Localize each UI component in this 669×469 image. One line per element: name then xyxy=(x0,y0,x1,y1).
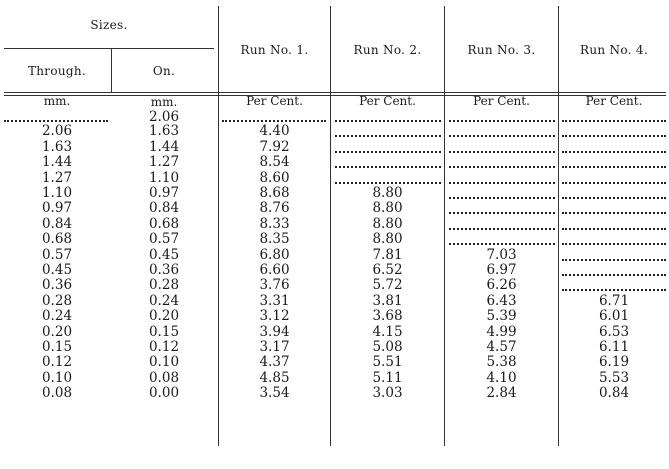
empty-cell-leader xyxy=(449,120,555,122)
table-cell: 0.20 xyxy=(41,323,73,340)
table-cell: 3.54 xyxy=(259,385,290,402)
table-cell: 0.68 xyxy=(148,215,180,232)
table-cell: 0.97 xyxy=(148,185,180,201)
table-cell: 2.84 xyxy=(486,385,517,402)
table-cell: 5.51 xyxy=(372,354,403,371)
run-4-header: Run No. 4. xyxy=(580,43,648,57)
table-cell: 8.80 xyxy=(372,185,403,201)
table-cell: 3.81 xyxy=(372,292,403,309)
table-cell: 4.40 xyxy=(259,123,290,140)
empty-cell-leader xyxy=(562,135,666,137)
empty-cell-leader xyxy=(562,259,666,261)
through-column-header: Through. xyxy=(27,64,87,78)
table-cell: 7.92 xyxy=(259,138,290,155)
table-cell: 0.36 xyxy=(148,262,180,278)
empty-cell-leader xyxy=(562,120,666,122)
empty-cell-leader xyxy=(449,166,555,168)
run-1-header: Run No. 1. xyxy=(240,43,309,57)
table-cell: 3.31 xyxy=(259,292,290,309)
table-cell: 6.43 xyxy=(486,292,517,309)
table-cell: 0.15 xyxy=(41,339,73,355)
empty-cell-leader xyxy=(449,182,555,184)
unit-label: mm. xyxy=(150,95,178,109)
table-cell: 0.24 xyxy=(148,292,180,309)
table-cell: 1.44 xyxy=(148,138,180,155)
table-cell: 0.15 xyxy=(148,323,180,340)
empty-cell-leader xyxy=(562,151,666,153)
empty-cell-leader xyxy=(449,135,555,137)
empty-cell-leader xyxy=(562,182,666,184)
empty-cell-leader xyxy=(562,197,666,199)
empty-cell-leader xyxy=(562,228,666,230)
table-cell: 5.38 xyxy=(486,354,517,371)
table-cell: 8.54 xyxy=(259,154,290,171)
table-cell: 2.06 xyxy=(148,109,180,125)
table-cell: 6.71 xyxy=(598,292,630,309)
table-cell: 6.97 xyxy=(486,262,517,278)
table-cell: 2.06 xyxy=(41,123,73,140)
table-cell: 3.17 xyxy=(259,339,290,355)
table-cell: 0.97 xyxy=(41,200,73,217)
empty-cell-leader xyxy=(335,135,441,137)
table-cell: 7.03 xyxy=(486,246,517,263)
table-cell: 5.72 xyxy=(372,277,403,294)
unit-label: Per Cent. xyxy=(473,94,530,108)
empty-cell-leader xyxy=(562,243,666,245)
table-cell: 0.10 xyxy=(41,369,73,386)
table-cell: 5.53 xyxy=(598,369,630,386)
table-cell: 3.12 xyxy=(259,308,290,325)
table-cell: 0.57 xyxy=(41,246,73,263)
table-cell: 1.27 xyxy=(148,154,180,171)
table-cell: 6.26 xyxy=(486,277,517,294)
table-cell: 4.99 xyxy=(486,323,517,340)
table-cell: 6.53 xyxy=(598,323,630,340)
unit-label: Per Cent. xyxy=(359,94,416,108)
empty-cell-leader xyxy=(222,120,326,122)
table-cell: 8.76 xyxy=(259,200,290,217)
run-2-header: Run No. 2. xyxy=(353,43,422,57)
table-cell: 7.81 xyxy=(372,246,403,263)
table-cell: 8.80 xyxy=(372,215,403,232)
empty-cell-leader xyxy=(335,151,441,153)
table-cell: 3.76 xyxy=(259,277,290,294)
empty-cell-leader xyxy=(449,151,555,153)
table-cell: 8.68 xyxy=(259,185,290,201)
table-cell: 1.10 xyxy=(148,169,180,186)
sizes-group-header: Sizes. xyxy=(90,18,128,32)
table-cell: 1.27 xyxy=(41,169,73,186)
on-column-header: On. xyxy=(152,64,176,78)
header-rule xyxy=(4,48,214,49)
empty-cell-leader xyxy=(562,212,666,214)
table-cell: 0.45 xyxy=(41,262,73,278)
table-cell: 0.12 xyxy=(41,354,73,371)
table-cell: 8.35 xyxy=(259,231,290,248)
table-cell: 0.08 xyxy=(41,385,73,402)
empty-cell-leader xyxy=(562,274,666,276)
table-cell: 1.63 xyxy=(41,138,73,155)
table-cell: 1.10 xyxy=(41,185,73,201)
empty-cell-leader xyxy=(4,120,108,122)
table-cell: 3.94 xyxy=(259,323,290,340)
unit-label: Per Cent. xyxy=(585,94,643,108)
table-cell: 0.45 xyxy=(148,246,180,263)
empty-cell-leader xyxy=(335,166,441,168)
table-cell: 0.00 xyxy=(148,385,180,402)
table-cell: 4.10 xyxy=(486,369,517,386)
table-cell: 0.68 xyxy=(41,231,73,248)
table-cell: 0.28 xyxy=(148,277,180,294)
empty-cell-leader xyxy=(335,120,441,122)
table-cell: 4.85 xyxy=(259,369,290,386)
table-cell: 0.24 xyxy=(41,308,73,325)
table-cell: 5.39 xyxy=(486,308,517,325)
table-cell: 5.08 xyxy=(372,339,403,355)
empty-cell-leader xyxy=(562,289,666,291)
table-cell: 6.01 xyxy=(598,308,630,325)
unit-label: Per Cent. xyxy=(246,94,303,108)
table-cell: 1.63 xyxy=(148,123,180,140)
table-cell: 8.80 xyxy=(372,231,403,248)
empty-cell-leader xyxy=(449,243,555,245)
table-cell: 0.28 xyxy=(41,292,73,309)
table-cell: 0.36 xyxy=(41,277,73,294)
table-cell: 6.19 xyxy=(598,354,630,371)
empty-cell-leader xyxy=(449,228,555,230)
table-cell: 6.11 xyxy=(598,339,630,355)
table-cell: 5.11 xyxy=(372,369,403,386)
table-cell: 0.10 xyxy=(148,354,180,371)
table-cell: 4.57 xyxy=(486,339,517,355)
table-cell: 8.80 xyxy=(372,200,403,217)
table-cell: 8.60 xyxy=(259,169,290,186)
table-cell: 0.08 xyxy=(148,369,180,386)
empty-cell-leader xyxy=(449,212,555,214)
table-cell: 4.37 xyxy=(259,354,290,371)
table-cell: 0.12 xyxy=(148,339,180,355)
table-cell: 4.15 xyxy=(372,323,403,340)
empty-cell-leader xyxy=(335,182,441,184)
table-cell: 6.80 xyxy=(259,246,290,263)
table-cell: 0.84 xyxy=(41,215,73,232)
table-cell: 8.33 xyxy=(259,215,290,232)
table-cell: 0.57 xyxy=(148,231,180,248)
header-rule xyxy=(4,92,666,93)
table-cell: 0.84 xyxy=(148,200,180,217)
table-cell: 6.52 xyxy=(372,262,403,278)
empty-cell-leader xyxy=(449,197,555,199)
unit-label: mm. xyxy=(43,94,71,108)
table-cell: 3.68 xyxy=(372,308,403,325)
table-cell: 6.60 xyxy=(259,262,290,278)
table-cell: 0.84 xyxy=(598,385,630,402)
table-cell: 0.20 xyxy=(148,308,180,325)
table-cell: 1.44 xyxy=(41,154,73,171)
table-cell: 3.03 xyxy=(372,385,403,402)
run-3-header: Run No. 3. xyxy=(467,43,536,57)
empty-cell-leader xyxy=(562,166,666,168)
